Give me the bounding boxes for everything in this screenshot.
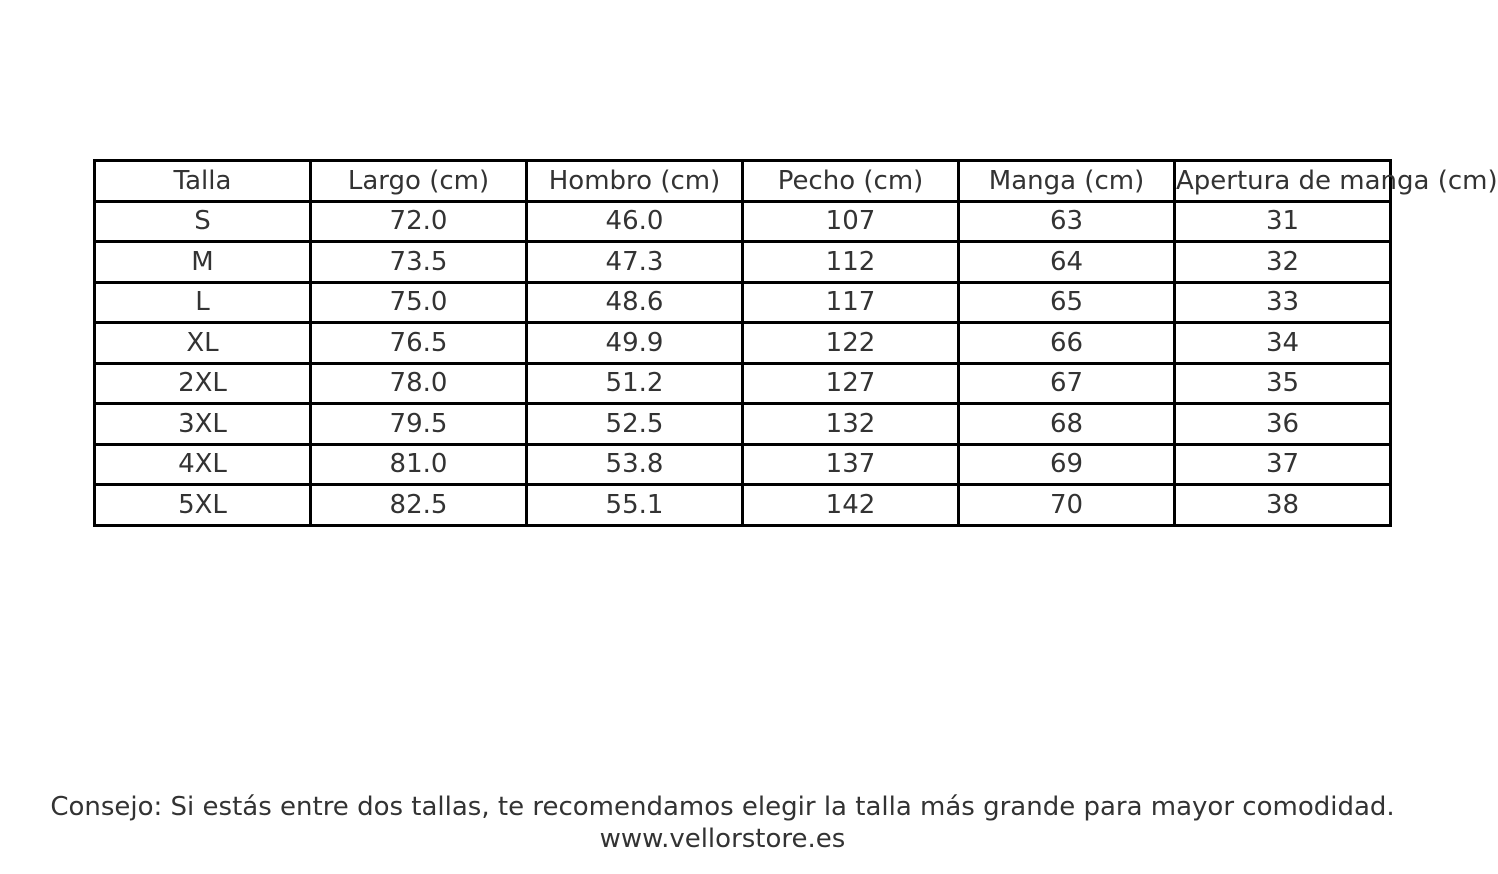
table-cell: 64 <box>959 242 1175 283</box>
header-cell-pecho: Pecho (cm) <box>743 161 959 202</box>
size-chart-table <box>93 159 1498 527</box>
table-cell: 68 <box>959 404 1175 445</box>
header-cell-largo: Largo (cm) <box>311 161 527 202</box>
table-row <box>95 444 1391 485</box>
table-cell: 63 <box>959 201 1175 242</box>
table-cell: 32 <box>1175 242 1391 283</box>
table-row <box>95 485 1391 526</box>
table-cell: 82.5 <box>311 485 527 526</box>
table-cell: 35 <box>1175 363 1391 404</box>
table-cell: 78.0 <box>311 363 527 404</box>
table-cell: 70 <box>959 485 1175 526</box>
table-cell: 33 <box>1175 282 1391 323</box>
header-cell-talla: Talla <box>95 161 311 202</box>
table-cell: 67 <box>959 363 1175 404</box>
header-cell-manga: Manga (cm) <box>959 161 1175 202</box>
table-cell: 52.5 <box>527 404 743 445</box>
table-cell: 53.8 <box>527 444 743 485</box>
table-cell: 3XL <box>95 404 311 445</box>
header-cell-hombro: Hombro (cm) <box>527 161 743 202</box>
table-row <box>95 404 1391 445</box>
table-cell: 51.2 <box>527 363 743 404</box>
table-cell: 75.0 <box>311 282 527 323</box>
table-cell: 48.6 <box>527 282 743 323</box>
table-cell: 122 <box>743 323 959 364</box>
table-cell: 46.0 <box>527 201 743 242</box>
table-cell: 65 <box>959 282 1175 323</box>
table-cell: XL <box>95 323 311 364</box>
table-cell: 72.0 <box>311 201 527 242</box>
table-row <box>95 363 1391 404</box>
table-cell: 117 <box>743 282 959 323</box>
table-cell: 31 <box>1175 201 1391 242</box>
table-row <box>95 201 1391 242</box>
table-cell: 79.5 <box>311 404 527 445</box>
header-label-apertura-manga: Apertura de manga (cm) <box>1176 165 1498 196</box>
table-cell: S <box>95 201 311 242</box>
store-url-text: www.vellorstore.es <box>599 824 846 854</box>
table-cell: 36 <box>1175 404 1391 445</box>
header-cell-apertura-manga <box>1175 161 1498 202</box>
table-cell: 142 <box>743 485 959 526</box>
table-cell: 47.3 <box>527 242 743 283</box>
table-cell: 132 <box>743 404 959 445</box>
table-row <box>95 323 1391 364</box>
table-cell: 107 <box>743 201 959 242</box>
table-cell: 112 <box>743 242 959 283</box>
table-cell: 76.5 <box>311 323 527 364</box>
table-cell: 137 <box>743 444 959 485</box>
table-cell: 73.5 <box>311 242 527 283</box>
table-cell: 55.1 <box>527 485 743 526</box>
table-cell: 2XL <box>95 363 311 404</box>
table-cell: 81.0 <box>311 444 527 485</box>
table-cell: L <box>95 282 311 323</box>
table-cell: 5XL <box>95 485 311 526</box>
table-cell: 38 <box>1175 485 1391 526</box>
table-cell: 4XL <box>95 444 311 485</box>
table-row <box>95 242 1391 283</box>
table-row <box>95 282 1391 323</box>
table-cell: 49.9 <box>527 323 743 364</box>
table-cell: 34 <box>1175 323 1391 364</box>
table-cell: 127 <box>743 363 959 404</box>
table-cell: 66 <box>959 323 1175 364</box>
table-cell: M <box>95 242 311 283</box>
size-advice-text: Consejo: Si estás entre dos tallas, te recomendamos elegir la talla más grande para mayor comodidad. <box>50 792 1395 822</box>
table-cell: 37 <box>1175 444 1391 485</box>
table-header-row <box>95 161 1391 202</box>
table-cell: 69 <box>959 444 1175 485</box>
